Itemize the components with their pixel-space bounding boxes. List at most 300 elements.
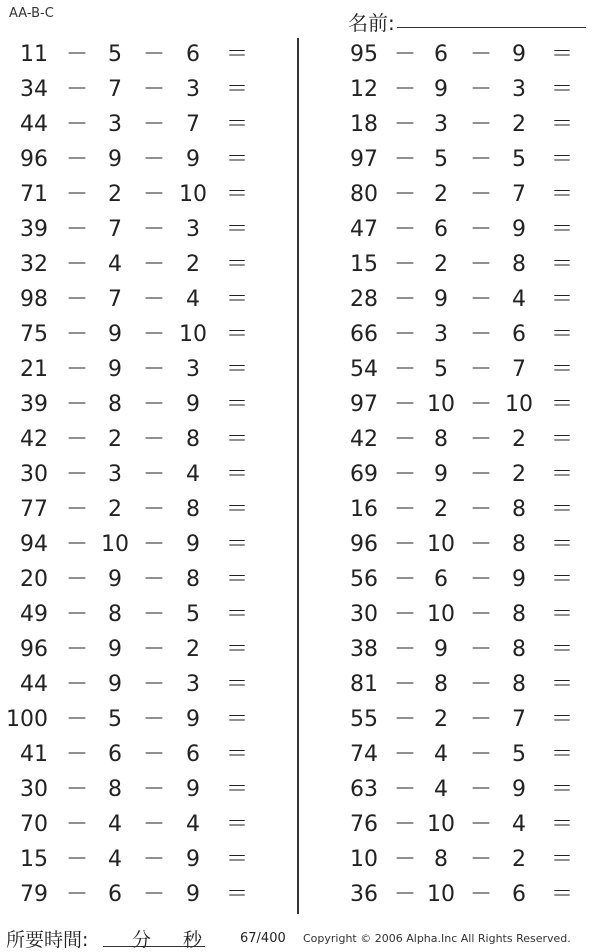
- problem-row: [330, 108, 600, 143]
- problem-row: [330, 843, 600, 878]
- problem-row: [330, 248, 600, 283]
- subtrahend-1: 8: [434, 427, 448, 452]
- subtrahend-1: 10: [427, 392, 455, 417]
- minuend: 34: [20, 77, 48, 102]
- subtrahend-2: 9: [186, 532, 200, 557]
- subtrahend-2: 4: [512, 287, 526, 312]
- equals-sign: ＝: [226, 112, 249, 137]
- subtrahend-2: 8: [186, 427, 200, 452]
- problem-row: [330, 738, 600, 773]
- subtrahend-1: 2: [434, 707, 448, 732]
- minuend: 71: [20, 182, 48, 207]
- minus-sign: －: [143, 777, 166, 802]
- minus-sign: －: [66, 217, 89, 242]
- problem-row: [0, 178, 280, 213]
- minuend: 18: [350, 112, 378, 137]
- problem-row: [0, 493, 280, 528]
- subtrahend-1: 5: [434, 357, 448, 382]
- minus-sign: －: [394, 462, 417, 487]
- minus-sign: －: [470, 882, 493, 907]
- minus-sign: －: [143, 567, 166, 592]
- minus-sign: －: [470, 462, 493, 487]
- subtrahend-1: 8: [434, 672, 448, 697]
- minus-sign: －: [394, 707, 417, 732]
- subtrahend-1: 3: [434, 112, 448, 137]
- minuend: 42: [350, 427, 378, 452]
- subtrahend-1: 10: [427, 532, 455, 557]
- minus-sign: －: [394, 742, 417, 767]
- minus-sign: －: [394, 112, 417, 137]
- page-number: 67/400: [240, 931, 286, 946]
- minuend: 49: [20, 602, 48, 627]
- subtrahend-1: 9: [434, 77, 448, 102]
- minus-sign: －: [66, 322, 89, 347]
- minus-sign: －: [394, 882, 417, 907]
- equals-sign: ＝: [226, 392, 249, 417]
- minus-sign: －: [143, 532, 166, 557]
- minus-sign: －: [66, 602, 89, 627]
- minus-sign: －: [66, 392, 89, 417]
- subtrahend-2: 3: [186, 357, 200, 382]
- left-problem-column: [0, 38, 280, 913]
- subtrahend-1: 2: [108, 182, 122, 207]
- subtrahend-1: 4: [434, 742, 448, 767]
- minuend: 16: [350, 497, 378, 522]
- equals-sign: ＝: [551, 532, 574, 557]
- minuend: 79: [20, 882, 48, 907]
- equals-sign: ＝: [551, 742, 574, 767]
- subtrahend-2: 10: [179, 322, 207, 347]
- subtrahend-2: 5: [512, 742, 526, 767]
- minus-sign: －: [143, 322, 166, 347]
- subtrahend-1: 5: [108, 707, 122, 732]
- problem-row: [0, 143, 280, 178]
- subtrahend-2: 8: [512, 672, 526, 697]
- subtrahend-1: 4: [108, 812, 122, 837]
- minus-sign: －: [394, 147, 417, 172]
- minus-sign: －: [394, 497, 417, 522]
- subtrahend-1: 3: [108, 112, 122, 137]
- equals-sign: ＝: [226, 847, 249, 872]
- minus-sign: －: [470, 672, 493, 697]
- minus-sign: －: [470, 812, 493, 837]
- subtrahend-2: 2: [512, 112, 526, 137]
- equals-sign: ＝: [551, 392, 574, 417]
- seconds-label: 秒: [183, 929, 203, 951]
- subtrahend-1: 4: [434, 777, 448, 802]
- name-label: 名前:: [348, 11, 395, 35]
- minus-sign: －: [66, 812, 89, 837]
- problem-row: [0, 633, 280, 668]
- minus-sign: －: [470, 637, 493, 662]
- minus-sign: －: [66, 462, 89, 487]
- equals-sign: ＝: [551, 707, 574, 732]
- problem-row: [330, 143, 600, 178]
- problem-row: [0, 423, 280, 458]
- problem-row: [0, 598, 280, 633]
- equals-sign: ＝: [551, 357, 574, 382]
- problem-row: [330, 423, 600, 458]
- minus-sign: －: [66, 427, 89, 452]
- minuend: 47: [350, 217, 378, 242]
- subtrahend-1: 8: [108, 602, 122, 627]
- subtrahend-2: 7: [512, 357, 526, 382]
- minus-sign: －: [66, 77, 89, 102]
- equals-sign: ＝: [226, 777, 249, 802]
- minuend: 96: [20, 147, 48, 172]
- minus-sign: －: [66, 777, 89, 802]
- subtrahend-1: 6: [108, 882, 122, 907]
- column-divider: [297, 38, 299, 914]
- minuend: 70: [20, 812, 48, 837]
- subtrahend-2: 2: [512, 847, 526, 872]
- problem-row: [0, 318, 280, 353]
- minuend: 15: [350, 252, 378, 277]
- equals-sign: ＝: [551, 217, 574, 242]
- subtrahend-2: 7: [512, 182, 526, 207]
- equals-sign: ＝: [551, 847, 574, 872]
- minuend: 39: [20, 217, 48, 242]
- minuend: 39: [20, 392, 48, 417]
- minus-sign: －: [143, 742, 166, 767]
- equals-sign: ＝: [551, 42, 574, 67]
- subtrahend-2: 6: [186, 42, 200, 67]
- subtrahend-1: 10: [427, 882, 455, 907]
- minus-sign: －: [143, 77, 166, 102]
- problem-row: [0, 108, 280, 143]
- subtrahend-1: 9: [108, 147, 122, 172]
- minus-sign: －: [470, 707, 493, 732]
- minuend: 54: [350, 357, 378, 382]
- problem-row: [330, 668, 600, 703]
- minuend: 63: [350, 777, 378, 802]
- minus-sign: －: [394, 847, 417, 872]
- problem-row: [0, 738, 280, 773]
- minuend: 30: [350, 602, 378, 627]
- minus-sign: －: [394, 777, 417, 802]
- minus-sign: －: [143, 812, 166, 837]
- subtrahend-2: 4: [186, 812, 200, 837]
- problem-row: [0, 528, 280, 563]
- minus-sign: －: [394, 182, 417, 207]
- equals-sign: ＝: [226, 322, 249, 347]
- subtrahend-1: 9: [434, 287, 448, 312]
- subtrahend-1: 2: [434, 252, 448, 277]
- minuend: 30: [20, 777, 48, 802]
- minus-sign: －: [394, 77, 417, 102]
- equals-sign: ＝: [226, 707, 249, 732]
- problem-row: [0, 703, 280, 738]
- subtrahend-1: 2: [434, 497, 448, 522]
- subtrahend-2: 8: [512, 532, 526, 557]
- subtrahend-2: 9: [512, 42, 526, 67]
- time-label: 所要時間:: [6, 929, 89, 951]
- equals-sign: ＝: [226, 882, 249, 907]
- minuend: 74: [350, 742, 378, 767]
- subtrahend-1: 5: [434, 147, 448, 172]
- subtrahend-2: 2: [512, 427, 526, 452]
- minus-sign: －: [394, 427, 417, 452]
- minus-sign: －: [470, 532, 493, 557]
- minuend: 97: [350, 392, 378, 417]
- minus-sign: －: [66, 532, 89, 557]
- subtrahend-2: 6: [512, 882, 526, 907]
- minuend: 96: [20, 637, 48, 662]
- minuend: 55: [350, 707, 378, 732]
- subtrahend-1: 9: [108, 637, 122, 662]
- equals-sign: ＝: [226, 182, 249, 207]
- equals-sign: ＝: [226, 217, 249, 242]
- subtrahend-2: 5: [512, 147, 526, 172]
- problem-row: [330, 633, 600, 668]
- minuend: 15: [20, 847, 48, 872]
- minuend: 96: [350, 532, 378, 557]
- minus-sign: －: [143, 112, 166, 137]
- minuend: 75: [20, 322, 48, 347]
- subtrahend-1: 3: [434, 322, 448, 347]
- copyright-notice: Copyright © 2006 Alpha.Inc All Rights Reserved.: [303, 932, 571, 945]
- minus-sign: －: [143, 252, 166, 277]
- subtrahend-1: 10: [427, 812, 455, 837]
- subtrahend-1: 6: [434, 217, 448, 242]
- subtrahend-1: 7: [108, 217, 122, 242]
- equals-sign: ＝: [551, 427, 574, 452]
- subtrahend-2: 9: [186, 707, 200, 732]
- minus-sign: －: [66, 182, 89, 207]
- problem-row: [330, 563, 600, 598]
- subtrahend-1: 8: [434, 847, 448, 872]
- minus-sign: －: [143, 357, 166, 382]
- problem-row: [330, 598, 600, 633]
- subtrahend-2: 2: [512, 462, 526, 487]
- minus-sign: －: [470, 742, 493, 767]
- minus-sign: －: [66, 567, 89, 592]
- minuend: 66: [350, 322, 378, 347]
- minus-sign: －: [470, 252, 493, 277]
- problem-row: [330, 458, 600, 493]
- minus-sign: －: [394, 672, 417, 697]
- subtrahend-2: 2: [186, 252, 200, 277]
- minuend: 44: [20, 672, 48, 697]
- problem-row: [330, 773, 600, 808]
- minus-sign: －: [143, 882, 166, 907]
- problem-row: [330, 38, 600, 73]
- problem-row: [330, 808, 600, 843]
- minuend: 94: [20, 532, 48, 557]
- equals-sign: ＝: [551, 77, 574, 102]
- minus-sign: －: [394, 217, 417, 242]
- subtrahend-2: 9: [186, 882, 200, 907]
- problem-row: [330, 178, 600, 213]
- equals-sign: ＝: [226, 742, 249, 767]
- equals-sign: ＝: [551, 112, 574, 137]
- problem-row: [330, 353, 600, 388]
- equals-sign: ＝: [551, 497, 574, 522]
- problem-row: [0, 213, 280, 248]
- subtrahend-1: 7: [108, 287, 122, 312]
- minuend: 100: [6, 707, 48, 732]
- problem-row: [330, 388, 600, 423]
- minus-sign: －: [143, 672, 166, 697]
- equals-sign: ＝: [226, 672, 249, 697]
- minuend: 28: [350, 287, 378, 312]
- minus-sign: －: [470, 322, 493, 347]
- equals-sign: ＝: [551, 882, 574, 907]
- subtrahend-1: 9: [108, 357, 122, 382]
- problem-row: [0, 563, 280, 598]
- minus-sign: －: [470, 392, 493, 417]
- minuend: 12: [350, 77, 378, 102]
- subtrahend-2: 8: [186, 567, 200, 592]
- minus-sign: －: [66, 497, 89, 522]
- subtrahend-2: 3: [186, 77, 200, 102]
- subtrahend-2: 9: [512, 567, 526, 592]
- equals-sign: ＝: [551, 147, 574, 172]
- minus-sign: －: [66, 252, 89, 277]
- minus-sign: －: [143, 847, 166, 872]
- subtrahend-1: 4: [108, 252, 122, 277]
- equals-sign: ＝: [226, 567, 249, 592]
- minus-sign: －: [394, 287, 417, 312]
- equals-sign: ＝: [226, 287, 249, 312]
- subtrahend-2: 5: [186, 602, 200, 627]
- equals-sign: ＝: [226, 252, 249, 277]
- subtrahend-2: 9: [186, 147, 200, 172]
- minuend: 36: [350, 882, 378, 907]
- subtrahend-2: 4: [186, 462, 200, 487]
- problem-row: [0, 773, 280, 808]
- subtrahend-2: 8: [512, 252, 526, 277]
- equals-sign: ＝: [551, 287, 574, 312]
- subtrahend-2: 2: [186, 637, 200, 662]
- problem-row: [0, 388, 280, 423]
- minuend: 56: [350, 567, 378, 592]
- minus-sign: －: [470, 427, 493, 452]
- worksheet-code: AA-B-C: [9, 6, 54, 21]
- minus-sign: －: [66, 882, 89, 907]
- problem-row: [0, 283, 280, 318]
- minus-sign: －: [66, 742, 89, 767]
- minus-sign: －: [66, 357, 89, 382]
- minuend: 38: [350, 637, 378, 662]
- minus-sign: －: [394, 602, 417, 627]
- subtrahend-2: 9: [186, 847, 200, 872]
- minus-sign: －: [470, 182, 493, 207]
- minuend: 77: [20, 497, 48, 522]
- minus-sign: －: [143, 497, 166, 522]
- problem-row: [330, 318, 600, 353]
- equals-sign: ＝: [226, 77, 249, 102]
- minus-sign: －: [143, 147, 166, 172]
- subtrahend-1: 2: [108, 497, 122, 522]
- subtrahend-2: 9: [186, 777, 200, 802]
- minuend: 98: [20, 287, 48, 312]
- equals-sign: ＝: [226, 497, 249, 522]
- subtrahend-2: 9: [186, 392, 200, 417]
- minuend: 44: [20, 112, 48, 137]
- minuend: 95: [350, 42, 378, 67]
- minuend: 76: [350, 812, 378, 837]
- equals-sign: ＝: [551, 672, 574, 697]
- subtrahend-2: 8: [512, 602, 526, 627]
- subtrahend-1: 4: [108, 847, 122, 872]
- subtrahend-1: 9: [108, 672, 122, 697]
- problem-row: [330, 493, 600, 528]
- equals-sign: ＝: [551, 322, 574, 347]
- problem-row: [330, 213, 600, 248]
- minus-sign: －: [143, 462, 166, 487]
- problem-row: [0, 808, 280, 843]
- subtrahend-1: 9: [434, 637, 448, 662]
- minus-sign: －: [143, 217, 166, 242]
- minus-sign: －: [143, 182, 166, 207]
- subtrahend-1: 7: [108, 77, 122, 102]
- subtrahend-2: 3: [186, 217, 200, 242]
- minus-sign: －: [143, 602, 166, 627]
- minus-sign: －: [394, 812, 417, 837]
- problem-row: [0, 73, 280, 108]
- minus-sign: －: [143, 637, 166, 662]
- problem-row: [0, 353, 280, 388]
- problem-row: [0, 668, 280, 703]
- subtrahend-1: 2: [108, 427, 122, 452]
- minus-sign: －: [394, 392, 417, 417]
- equals-sign: ＝: [226, 357, 249, 382]
- equals-sign: ＝: [226, 42, 249, 67]
- problem-row: [330, 283, 600, 318]
- subtrahend-1: 10: [101, 532, 129, 557]
- minuend: 81: [350, 672, 378, 697]
- equals-sign: ＝: [551, 462, 574, 487]
- problem-row: [330, 528, 600, 563]
- equals-sign: ＝: [551, 252, 574, 277]
- subtrahend-2: 6: [512, 322, 526, 347]
- subtrahend-2: 7: [186, 112, 200, 137]
- subtrahend-2: 3: [512, 77, 526, 102]
- subtrahend-2: 3: [186, 672, 200, 697]
- problem-row: [0, 878, 280, 913]
- subtrahend-2: 6: [186, 742, 200, 767]
- minus-sign: －: [143, 427, 166, 452]
- minus-sign: －: [470, 847, 493, 872]
- minus-sign: －: [470, 602, 493, 627]
- equals-sign: ＝: [226, 462, 249, 487]
- subtrahend-2: 8: [512, 497, 526, 522]
- minus-sign: －: [470, 77, 493, 102]
- minuend: 30: [20, 462, 48, 487]
- minus-sign: －: [66, 707, 89, 732]
- subtrahend-2: 10: [505, 392, 533, 417]
- subtrahend-1: 6: [434, 42, 448, 67]
- problem-row: [330, 73, 600, 108]
- problem-row: [0, 248, 280, 283]
- minuend: 20: [20, 567, 48, 592]
- minus-sign: －: [394, 637, 417, 662]
- minus-sign: －: [66, 42, 89, 67]
- minutes-label: 分: [132, 929, 152, 951]
- problem-row: [330, 703, 600, 738]
- minus-sign: －: [394, 252, 417, 277]
- minus-sign: －: [66, 147, 89, 172]
- minuend: 10: [350, 847, 378, 872]
- subtrahend-1: 6: [108, 742, 122, 767]
- minus-sign: －: [66, 847, 89, 872]
- minus-sign: －: [470, 112, 493, 137]
- problem-row: [0, 38, 280, 73]
- minus-sign: －: [66, 672, 89, 697]
- minus-sign: －: [470, 567, 493, 592]
- subtrahend-1: 8: [108, 777, 122, 802]
